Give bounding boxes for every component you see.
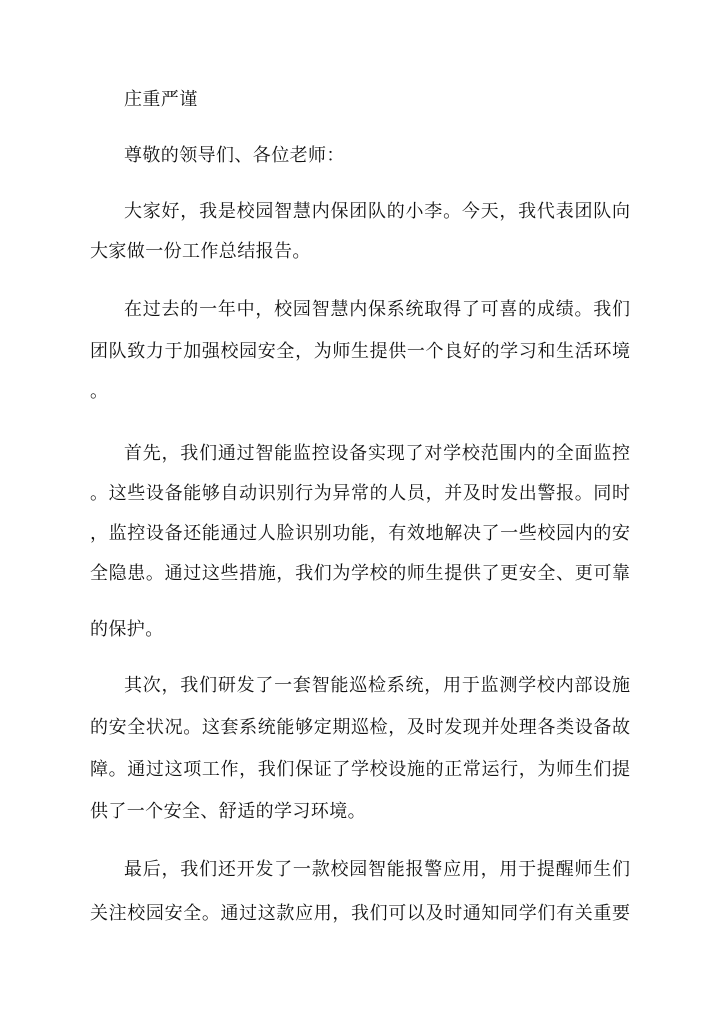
paragraph-line: 大家好，我是校园智慧内保团队的小李。今天，我代表团队向 [124, 201, 630, 222]
paragraph-line: 关注校园安全。通过这款应用，我们可以及时通知同学们有关重要 [90, 903, 630, 924]
paragraph-line: 首先，我们通过智能监控设备实现了对学校范围内的全面监控 [124, 443, 630, 464]
paragraph-line: 大家做一份工作总结报告。 [90, 241, 311, 262]
paragraph-line: 。这些设备能够自动识别行为异常的人员，并及时发出警报。同时 [90, 483, 630, 504]
paragraph-line: 最后，我们还开发了一款校园智能报警应用，用于提醒师生们 [124, 859, 630, 880]
paragraph-line: 供了一个安全、舒适的学习环境。 [90, 801, 366, 822]
paragraph-line: 其次，我们研发了一套智能巡检系统，用于监测学校内部设施 [124, 675, 630, 696]
paragraph-line: 团队致力于加强校园安全，为师生提供一个良好的学习和生活环境 [90, 341, 630, 362]
paragraph-line: 的保护。 [90, 619, 164, 640]
document-title: 庄重严谨 [124, 89, 198, 110]
salutation: 尊敬的领导们、各位老师： [124, 145, 345, 166]
paragraph-line: ，监控设备还能通过人脸识别功能，有效地解决了一些校园内的安 [90, 523, 630, 544]
paragraph-line: 的安全状况。这套系统能够定期巡检，及时发现并处理各类设备故 [90, 717, 630, 738]
paragraph-line: 全隐患。通过这些措施，我们为学校的师生提供了更安全、更可靠 [90, 563, 630, 584]
paragraph-line: 在过去的一年中，校园智慧内保系统取得了可喜的成绩。我们 [124, 299, 630, 320]
paragraph-line: 障。通过这项工作，我们保证了学校设施的正常运行，为师生们提 [90, 759, 630, 780]
paragraph-line: 。 [90, 381, 109, 402]
